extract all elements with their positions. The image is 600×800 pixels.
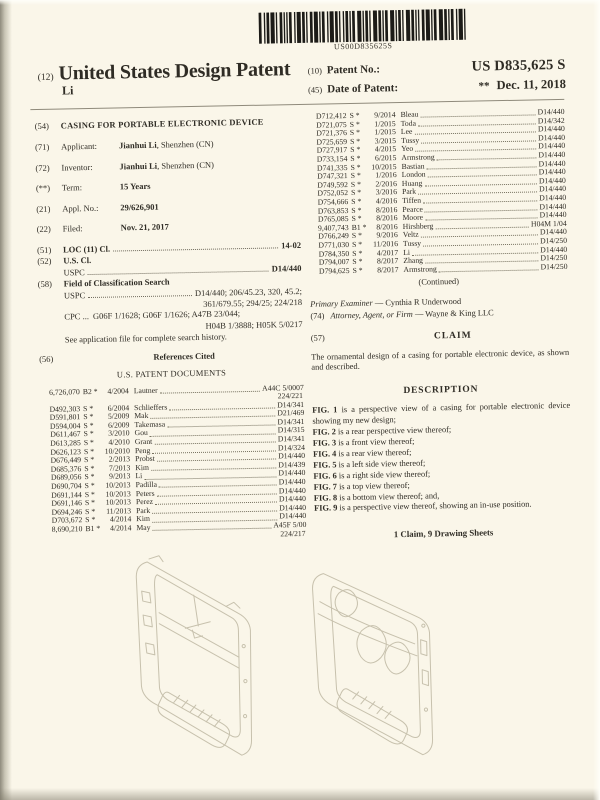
- ref-kind-code: S *: [350, 170, 361, 181]
- ref-kind-code: B2 *: [82, 386, 98, 396]
- figure-description: FIG. 3 is a front view thereof;: [312, 436, 415, 448]
- ref-date: 1/2015: [374, 118, 396, 129]
- ref-patent-number: D725,659: [316, 136, 348, 147]
- ref-kind-code: S *: [83, 420, 94, 431]
- attorney-line: (74) Attorney, Agent, or Firm — Wayne & King LLC: [310, 308, 494, 322]
- ref-date: 3/2016: [375, 187, 398, 197]
- field-value: Jianhui Li, Shenzhen (CN): [118, 138, 214, 151]
- ref-date: 3/2010: [108, 428, 130, 439]
- ref-kind-code: S *: [83, 429, 94, 439]
- ref-inventor: Schlieffers: [134, 402, 168, 412]
- biblio-field: [35, 137, 299, 152]
- ref-inventor: Zhang: [403, 255, 424, 266]
- references-cited-title: References Cited: [153, 350, 215, 362]
- ref-kind-code: S *: [84, 480, 95, 491]
- field-num: (58): [37, 278, 52, 290]
- ref-date: 10/2013: [105, 480, 131, 490]
- ref-inventor: Li: [135, 471, 143, 481]
- ref-inventor: Gou: [134, 428, 148, 438]
- ref-kind-code: S *: [351, 213, 362, 224]
- ref-date: 4/2017: [376, 247, 399, 257]
- ref-class: D14/440: [278, 476, 306, 487]
- ref-kind-code: S *: [85, 515, 96, 525]
- ref-patent-number: D747,321: [317, 171, 348, 181]
- ref-class-continued: 224/221: [277, 391, 304, 401]
- ref-class: D14/440: [279, 502, 307, 513]
- figure-description: FIG. 7 is a top view thereof;: [313, 480, 410, 492]
- ref-class-continued: 224/217: [280, 528, 306, 538]
- ref-class: D14/250: [539, 235, 568, 246]
- ref-kind-code: B1 *: [351, 222, 367, 232]
- figure-description: FIG. 5 is a left side view thereof;: [313, 458, 426, 470]
- field-value: Jianhui Li, Shenzhen (CN): [119, 159, 215, 171]
- figure-drawing-left: [121, 550, 280, 768]
- ref-patent-number: D752,052: [317, 188, 349, 198]
- ref-inventor: Park: [136, 505, 151, 515]
- ref-kind-code: S *: [350, 153, 361, 163]
- ref-patent-number: D694,246: [51, 507, 83, 517]
- uscl-label: U.S. Cl.: [63, 254, 92, 266]
- ref-class: D14/315: [277, 425, 305, 435]
- examiner-name: Cynthia R Underwood: [385, 297, 462, 308]
- figure-description: FIG. 1 is a perspective view of a casing for portable electronic device showing my new design;: [312, 401, 571, 426]
- field-label: Inventor:: [61, 161, 93, 173]
- references-cited-header: [39, 348, 303, 363]
- figure-description: FIG. 9 is a perspective view thereof, showing an in-use position.: [314, 499, 532, 514]
- page-title: United States Design Patent: [58, 58, 291, 85]
- ref-kind-code: S *: [351, 196, 362, 206]
- ref-class: D14/341: [277, 416, 305, 427]
- ref-patent-number: D626,123: [50, 446, 82, 457]
- ref-patent-number: D765,085: [317, 214, 349, 224]
- patent-number-row: [308, 57, 566, 79]
- ref-kind-code: S *: [350, 179, 361, 189]
- date-stars: **: [478, 80, 490, 93]
- primary-examiner-line: Primary Examiner — Cynthia R Underwood: [310, 297, 462, 310]
- barcode-icon: [259, 9, 468, 44]
- scan-edge-right: [593, 0, 600, 800]
- ref-kind-code: S *: [349, 119, 360, 129]
- ref-patent-number: D613,285: [50, 438, 81, 448]
- ref-class: D14/439: [278, 459, 306, 470]
- ref-inventor: Lautner: [133, 385, 158, 395]
- loc-label: LOC (11) Cl.: [62, 243, 111, 255]
- ref-class: H04M 1/04: [530, 218, 567, 229]
- ref-patent-number: D763,853: [317, 205, 349, 216]
- claim-text: The ornamental design of a casing for portable electronic device, as shown and described.: [311, 347, 570, 373]
- ref-date: 8/2017: [376, 256, 399, 266]
- ref-date: 8/2016: [375, 204, 398, 215]
- ref-kind-code: S *: [352, 256, 363, 267]
- field-label: Applicant:: [60, 140, 98, 152]
- ref-inventor: Takemasa: [134, 419, 166, 430]
- ref-date: 11/2013: [106, 506, 132, 516]
- ref-date: 6/2015: [374, 153, 397, 163]
- right-column: [306, 108, 572, 541]
- ref-inventor: Lee: [400, 126, 413, 137]
- ref-patent-number: D712,412: [315, 111, 347, 121]
- ref-patent-number: D749,592: [317, 179, 348, 190]
- ref-class: D14/324: [277, 442, 305, 453]
- ref-patent-number: D594,004: [49, 421, 81, 431]
- ref-date: 1/2015: [374, 127, 396, 137]
- ref-class: D14/440: [539, 201, 567, 211]
- field-num: (52): [37, 255, 52, 267]
- ref-kind-code: S *: [350, 188, 362, 198]
- ref-class: D14/440: [538, 175, 566, 186]
- ref-kind-code: S *: [350, 145, 361, 155]
- ref-inventor: Veltz: [402, 230, 419, 240]
- ref-date: 9/2014: [374, 110, 396, 120]
- ref-date: 4/2014: [109, 523, 132, 533]
- patent-date-row: [308, 77, 566, 97]
- ref-patent-number: D784,350: [318, 248, 350, 259]
- ref-kind-code: S *: [83, 446, 95, 456]
- kind-code-45: (45): [307, 84, 323, 95]
- patent-date-label: Date of Patent:: [327, 82, 399, 96]
- ref-inventor: Peng: [134, 445, 151, 455]
- biblio-field: [35, 157, 299, 172]
- ref-date: 2/2013: [108, 454, 131, 464]
- ref-inventor: Grant: [134, 436, 153, 447]
- field-num: (22): [36, 223, 51, 235]
- ref-inventor: Peters: [135, 488, 155, 498]
- field-label: Term:: [61, 182, 83, 193]
- ref-kind-code: S *: [352, 265, 363, 275]
- ref-class: D14/440: [278, 494, 306, 504]
- ref-date: 6/2004: [107, 402, 130, 413]
- biblio-fields: [35, 137, 301, 234]
- field-search-label: Field of Classification Search: [63, 276, 170, 289]
- claims-sheets-note: 1 Claim, 9 Drawing Sheets: [393, 527, 494, 540]
- ref-class: D14/440: [539, 227, 567, 237]
- ref-inventor: Tussy: [402, 238, 422, 248]
- cpc-label: CPC ...: [64, 311, 90, 322]
- ref-inventor: Kim: [135, 462, 150, 473]
- ref-class: D14/440: [279, 511, 307, 521]
- ref-patent-number: D690,704: [50, 481, 82, 491]
- description-title: DESCRIPTION: [403, 384, 479, 397]
- ref-inventor: May: [136, 522, 151, 533]
- ref-patent-number: D741,335: [316, 162, 348, 173]
- ref-kind-code: S *: [352, 248, 363, 258]
- ref-kind-code: S *: [84, 455, 95, 465]
- ref-class: D14/341: [277, 399, 305, 410]
- dot-leader: [439, 269, 539, 272]
- field-value: 29/626,901: [120, 201, 159, 212]
- uspc-label: USPC: [63, 289, 86, 301]
- loc-value: 14-02: [281, 239, 302, 250]
- ref-patent-number: D611,467: [50, 429, 81, 440]
- ref-kind-code: S *: [351, 205, 362, 215]
- field-num: (56): [39, 353, 54, 364]
- field-num: (51): [36, 244, 52, 255]
- ref-date: 11/2016: [373, 238, 399, 249]
- ref-date: 10/2010: [104, 445, 131, 456]
- search-history-note: See application file for complete search history.: [64, 330, 227, 345]
- invention-title: CASING FOR PORTABLE ELECTRONIC DEVICE: [60, 116, 264, 131]
- ref-class: D14/250: [540, 261, 568, 272]
- ref-class: D14/250: [540, 252, 568, 263]
- ref-kind-code: S *: [349, 136, 361, 146]
- ref-inventor: Pearce: [402, 204, 423, 214]
- ref-kind-code: S *: [83, 412, 94, 422]
- kind-code-12: (12): [37, 72, 54, 83]
- uspc-label: USPC: [63, 266, 85, 278]
- ref-patent-number: 8,690,210: [51, 524, 83, 534]
- references-table-left: [40, 383, 307, 543]
- kind-code-10: (10): [307, 65, 322, 76]
- attorney-name: Wayne & King LLC: [425, 308, 494, 319]
- ref-patent-number: D721,376: [316, 128, 347, 138]
- ref-class: D14/440: [540, 244, 568, 254]
- ref-class: D14/440: [537, 124, 565, 134]
- ref-date: 5/2009: [107, 411, 130, 421]
- biblio-field: [37, 219, 301, 234]
- ref-date: 10/2013: [105, 488, 131, 499]
- header-right: [308, 57, 567, 100]
- ref-date: 9/2016: [376, 230, 398, 240]
- ref-date: 10/2013: [105, 497, 132, 507]
- ref-inventor: Hirshberg: [402, 221, 434, 231]
- ref-inventor: London: [401, 169, 426, 180]
- ref-patent-number: D492,303: [49, 403, 81, 414]
- ref-patent-number: D591,801: [49, 412, 81, 423]
- ref-kind-code: S *: [350, 162, 361, 172]
- scan-edge-top: [0, 0, 600, 5]
- ref-class: D14/440: [539, 192, 567, 203]
- patent-number-label: Patent No.:: [326, 63, 381, 77]
- ref-date: 4/2010: [108, 437, 130, 447]
- ref-date: 3/2015: [374, 135, 397, 146]
- uspc-value: D14/440: [271, 262, 302, 274]
- figure-description: FIG. 4 is a rear view thereof;: [312, 447, 412, 459]
- field-label: Appl. No.:: [62, 202, 99, 214]
- field-num: (**): [35, 182, 51, 194]
- ref-inventor: Huang: [401, 178, 423, 188]
- ref-patent-number: D676,449: [50, 455, 82, 466]
- patent-number-value: US D835,625 S: [471, 56, 566, 75]
- barcode: [259, 9, 468, 53]
- ref-kind-code: S *: [83, 403, 94, 413]
- ref-class: D21/469: [277, 408, 305, 418]
- ref-class: A44C 5/0007: [262, 382, 304, 393]
- ref-date: 4/2014: [109, 514, 132, 525]
- claim-header: [311, 329, 569, 344]
- ref-class: D14/440: [537, 106, 565, 117]
- cpc-classes-1: G06F 1/1628; G06F 1/1626; A47B 23/044;: [92, 308, 241, 321]
- dot-leader: [88, 270, 269, 274]
- ref-date: 4/2016: [375, 196, 398, 206]
- field-num: (72): [35, 162, 50, 173]
- classification-block: [37, 239, 303, 344]
- ref-date: 7/2013: [108, 463, 131, 473]
- ref-patent-number: D685,376: [50, 464, 82, 474]
- ref-class: D14/342: [537, 115, 565, 125]
- ref-patent-number: D689,056: [50, 472, 82, 483]
- ref-patent-number: D794,625: [318, 265, 350, 276]
- ref-patent-number: D691,146: [51, 498, 83, 509]
- ref-inventor: Yeo: [401, 144, 414, 154]
- ref-class: D14/440: [278, 468, 306, 478]
- ref-class: D14/440: [539, 209, 567, 220]
- ref-inventor: Moore: [402, 212, 424, 223]
- uspc-classes-2: 361/679.55; 294/25; 224/218: [203, 296, 303, 309]
- ref-patent-number: D754,666: [317, 196, 349, 207]
- ref-class: D14/440: [538, 167, 566, 177]
- field-num: (74): [310, 311, 325, 322]
- ref-kind-code: S *: [351, 231, 362, 241]
- ref-class: D14/440: [278, 485, 306, 496]
- figure-description: FIG. 2 is a rear perspective view thereof;: [312, 425, 452, 437]
- ref-kind-code: S *: [351, 239, 363, 249]
- field-value: 15 Years: [119, 180, 151, 192]
- ref-patent-number: 6,726,070: [48, 386, 80, 397]
- ref-date: 8/2017: [377, 264, 399, 275]
- figure-description: FIG. 6 is a right side view thereof;: [313, 469, 431, 481]
- ref-class: D14/341: [277, 433, 305, 444]
- ref-inventor: Li: [403, 247, 411, 257]
- ref-inventor: Bastian: [401, 161, 425, 171]
- ref-inventor: Padilla: [135, 479, 158, 490]
- ref-kind-code: S *: [84, 472, 95, 482]
- field-num: (71): [34, 141, 50, 153]
- field-value: Nov. 21, 2017: [120, 221, 169, 233]
- ref-patent-number: D766,249: [318, 231, 349, 241]
- ref-inventor: Bleau: [400, 109, 419, 120]
- ref-class: D14/440: [538, 132, 566, 143]
- ref-date: 8/2016: [376, 221, 398, 232]
- ref-kind-code: S *: [84, 489, 95, 499]
- ref-class: D14/440: [539, 184, 567, 194]
- us-patent-documents-title: U.S. PATENT DOCUMENTS: [116, 366, 227, 380]
- dot-leader: [113, 247, 278, 251]
- header-left: [37, 58, 318, 97]
- ref-patent-number: D691,144: [51, 489, 82, 500]
- ref-inventor: Toda: [400, 118, 417, 128]
- figure-drawing-right: [293, 559, 467, 774]
- cpc-classes-2: H04B 1/3888; H05K 5/0217: [205, 318, 303, 331]
- biblio-field: [36, 178, 300, 193]
- ref-inventor: Armstrong: [403, 264, 437, 274]
- ref-class: D14/440: [538, 149, 566, 160]
- references-table-right: [306, 108, 567, 276]
- ref-inventor: Park: [401, 187, 417, 197]
- continued-note: (Continued): [418, 277, 460, 287]
- ref-inventor: Kim: [136, 514, 151, 524]
- field-label: Filed:: [62, 223, 83, 234]
- biblio-field: [36, 198, 300, 213]
- ref-date: 10/2015: [371, 161, 397, 172]
- ref-kind-code: S *: [85, 506, 96, 516]
- barcode-text: US00D835625S: [333, 41, 393, 52]
- ref-patent-number: D727,917: [316, 145, 348, 156]
- ref-patent-number: D721,075: [316, 119, 347, 130]
- ref-date: 9/2013: [108, 471, 131, 482]
- ref-class: D14/440: [538, 158, 566, 168]
- ref-kind-code: B1 *: [85, 523, 101, 534]
- ref-patent-number: D703,672: [51, 515, 83, 526]
- ref-patent-number: D794,007: [318, 257, 350, 267]
- field-num: (21): [36, 203, 51, 214]
- ref-inventor: Probst: [135, 454, 155, 464]
- ref-kind-code: S *: [84, 498, 96, 508]
- ref-inventor: Perez: [135, 497, 154, 507]
- scan-edge-left: [0, 0, 12, 800]
- figure-description: FIG. 8 is a bottom view thereof; and,: [313, 490, 440, 503]
- scan-edge-bottom: [0, 788, 600, 800]
- ref-inventor: Mak: [134, 411, 149, 421]
- ref-kind-code: S *: [83, 438, 94, 448]
- ref-patent-number: D733,154: [316, 154, 348, 164]
- ref-date: 6/2009: [108, 420, 130, 430]
- ref-class: A45F 5/00: [273, 519, 307, 530]
- inventor-surname: Li: [61, 83, 74, 98]
- ref-inventor: Tiffen: [402, 195, 422, 205]
- patent-date-value: Dec. 11, 2018: [496, 76, 567, 93]
- field-num: (54): [34, 120, 49, 132]
- ref-class: D14/440: [538, 141, 566, 151]
- ref-date: 4/2015: [374, 144, 397, 154]
- ref-inventor: Armstrong: [401, 152, 435, 162]
- ref-date: 1/2016: [375, 170, 397, 180]
- ref-patent-number: 9,407,743: [317, 222, 349, 233]
- invention-title-field: [35, 116, 299, 131]
- field-num: (57): [310, 333, 325, 344]
- ref-date: 4/2004: [107, 385, 129, 396]
- figure-descriptions: [312, 401, 572, 515]
- ref-patent-number: D771,030: [318, 239, 350, 250]
- ref-kind-code: S *: [84, 463, 95, 473]
- ref-kind-code: S *: [349, 127, 361, 138]
- dot-leader: [88, 295, 192, 298]
- ref-date: 8/2016: [376, 213, 398, 223]
- ref-class: D14/440: [278, 451, 306, 461]
- ref-inventor: Tussy: [400, 135, 420, 145]
- uspc-classes-1: D14/440; 206/45.23, 320, 45.2;: [194, 285, 302, 298]
- ref-kind-code: S *: [349, 110, 360, 120]
- left-column: [35, 116, 307, 543]
- ref-date: 2/2016: [375, 178, 397, 189]
- claim-title: CLAIM: [433, 330, 472, 342]
